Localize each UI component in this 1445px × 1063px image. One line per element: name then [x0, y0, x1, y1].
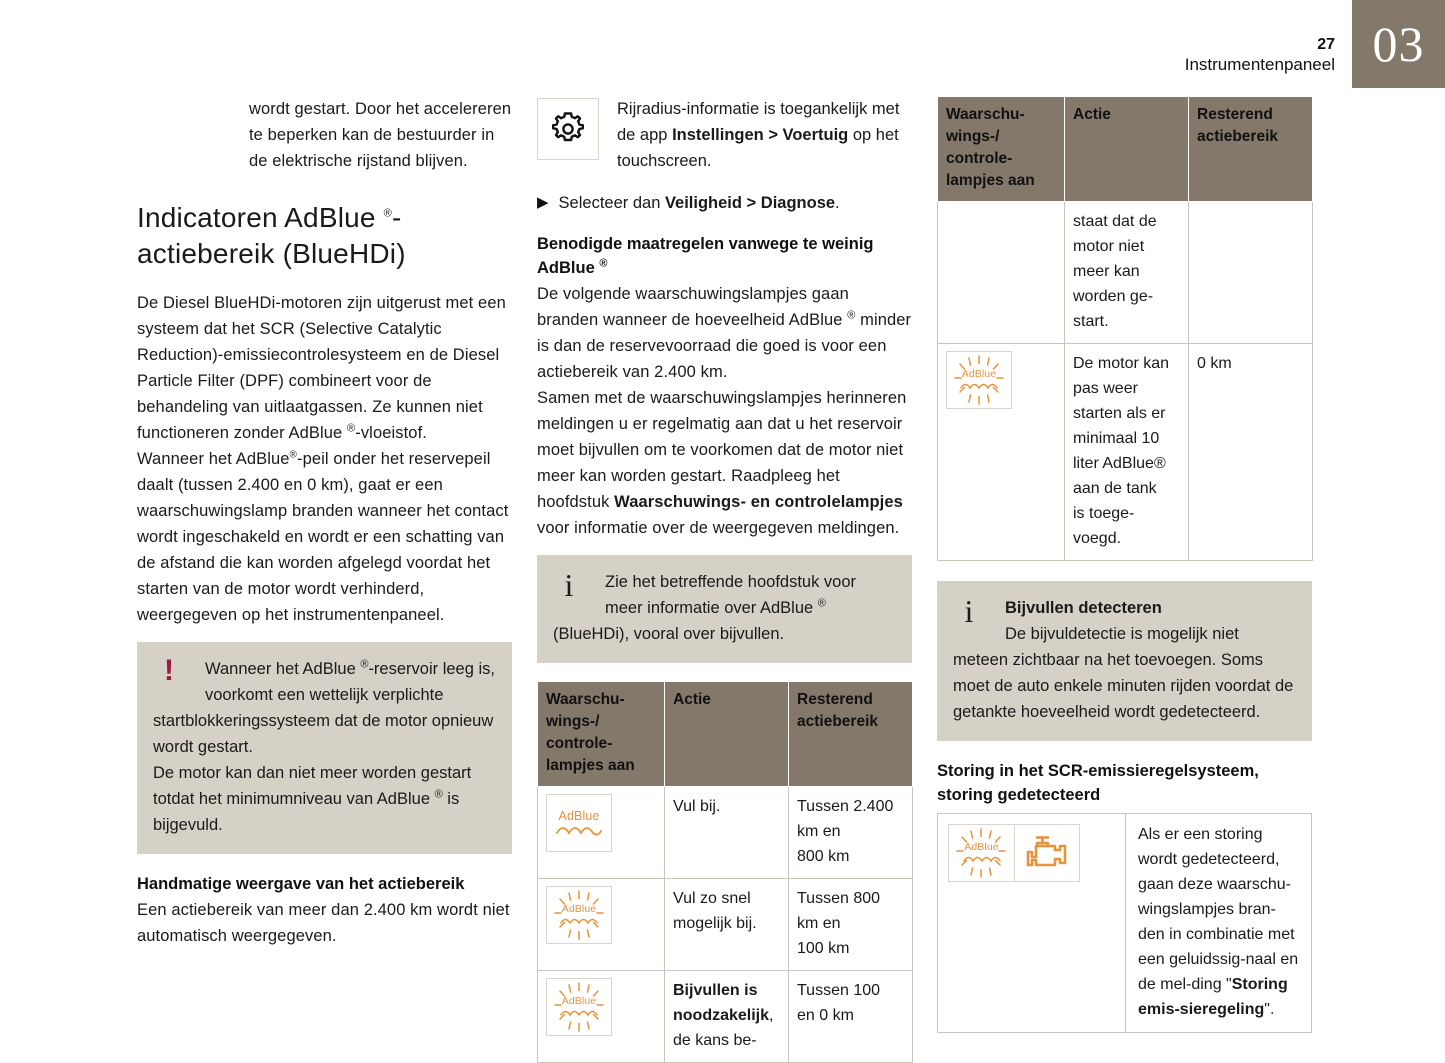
action-line-4: worden ge- — [1073, 288, 1154, 305]
info-icon: i — [964, 593, 974, 629]
page-number: 27 — [1317, 36, 1335, 53]
action-line-2: pas weer — [1073, 380, 1138, 397]
action-line-3: starten als er — [1073, 405, 1166, 422]
range-line-3: 800 km — [797, 848, 850, 865]
info-note-text-middle — [553, 569, 896, 647]
hdr-line-3: controle- — [946, 150, 1013, 167]
action-line-3: meer kan — [1073, 263, 1140, 280]
action-line-1: staat dat de — [1073, 213, 1157, 230]
adblue-icon-label: AdBlue — [964, 841, 999, 853]
range-line-3: 100 km — [797, 940, 850, 957]
gear-note-text: Rijradius-informatie is toegankelijk met de app Instellingen > Voertuig op het touchscreen. — [617, 100, 900, 170]
hdr-line-1: Waarschu- — [946, 106, 1025, 123]
cell-range — [789, 879, 913, 971]
table-row — [538, 879, 913, 971]
left-column — [137, 96, 512, 949]
adblue-warning-table-continued — [937, 96, 1313, 561]
cell-action-bold: Bijvullen is noodzakelijk — [673, 982, 770, 1024]
arrow-instruction-text: Selecteer dan Veiligheid > Diagnose. — [558, 194, 840, 212]
hdr-line-2: wings-/ — [946, 128, 1000, 145]
action-line-5: liter AdBlue® — [1073, 455, 1166, 472]
range-line-2: km en — [797, 823, 841, 840]
middle-column — [537, 96, 912, 1063]
left-paragraph-3: Een actiebereik van meer dan 2.400 km wordt niet automatisch weergegeven. — [137, 901, 510, 945]
cell-icon — [538, 879, 665, 971]
cell-range — [789, 787, 913, 879]
middle-sub-heading-line-1: Benodigde maatregelen vanwege te weinig — [537, 235, 874, 253]
range-line-1: Tussen 100 — [797, 982, 881, 999]
adblue-icon-label: AdBlue — [961, 368, 997, 380]
fault-detection-box — [937, 813, 1312, 1033]
header-text-group — [1185, 36, 1335, 76]
info-note-box-right — [937, 581, 1312, 741]
range-line-2: en 0 km — [797, 1007, 854, 1024]
adblue-icon-label: AdBlue — [561, 903, 597, 915]
page-header — [0, 0, 1445, 88]
cell-range-empty — [1189, 202, 1313, 344]
table-row — [938, 202, 1313, 344]
cell-icon — [938, 344, 1065, 561]
info-note-continuation-right: meteen zichtbaar na het toevoegen. Soms moet de auto enkele minuten rijden voordat de getankte hoeveelheid wordt gedetecteerd. — [953, 651, 1294, 721]
left-paragraph-2: Wanneer het AdBlue®-peil onder het reservepeil daalt (tussen 2.400 en 0 km), gaat er een waarschuwingslamp branden wanneer het contact wordt ingeschakeld en wordt er een schatting van de afstand die kan worden afgelegd voordat het starten van de motor wordt verhinderd, weergegeven op het instrumentenpaneel. — [137, 449, 509, 624]
table-row — [938, 344, 1313, 561]
table-header-row — [538, 682, 913, 787]
hdr-line-2: wings-/ — [546, 713, 600, 730]
hdr-range-line-1: Resterend — [797, 691, 873, 708]
warning-note-continuation: startblokkeringssysteem dat de motor opnieuw wordt gestart. — [153, 712, 494, 756]
cell-action — [1065, 344, 1189, 561]
adblue-steady-icon — [546, 794, 612, 852]
page-title — [137, 200, 512, 272]
hdr-range-line-1: Resterend — [1197, 106, 1273, 123]
info-note-title-right — [953, 595, 1296, 621]
range-line-2: km en — [797, 915, 841, 932]
cell-action-rest: , de kans be- — [673, 1007, 774, 1049]
action-line-5: start. — [1073, 313, 1109, 330]
triangle-right-icon: ▶ — [537, 194, 549, 211]
hdr-line-4: lampjes aan — [546, 757, 635, 774]
middle-sub-heading-line-2: AdBlue ® — [537, 257, 608, 277]
settings-path-bold: Instellingen > Voertuig — [672, 126, 849, 144]
table-header-range — [789, 682, 913, 787]
fault-description: Als er een storing wordt gedetecteerd, gaan deze waarschu-wingslampjes bran-den in combinatie met een geluidssig-naal en de mel-ding "Storing emis-sieregeling". — [1138, 826, 1299, 1018]
table-header-range — [1189, 97, 1313, 202]
range-line-1: Tussen 2.400 — [797, 798, 894, 815]
info-note-title-text: Bijvullen detecteren — [1005, 599, 1162, 617]
cell-icon — [538, 787, 665, 879]
adblue-flashing-icon — [946, 351, 1012, 409]
continued-paragraph: wordt gestart. Door het accelereren te beperken kan de bestuurder in de elektrische rijstand blijven. — [249, 100, 512, 170]
cell-action: Vul zo snel mogelijk bij. — [665, 879, 789, 971]
section-title: Instrumentenpaneel — [1184, 55, 1335, 74]
right-column — [937, 96, 1312, 1033]
page-title-line-1: Indicatoren AdBlue ®- — [137, 202, 402, 233]
hdr-range-line-2: actiebereik — [797, 713, 878, 730]
adblue-icon-label: AdBlue — [558, 809, 600, 823]
chapter-number: 03 — [1372, 16, 1425, 72]
cell-icon-empty — [938, 202, 1065, 344]
hdr-line-1: Waarschu- — [546, 691, 625, 708]
hdr-line-4: lampjes aan — [946, 172, 1035, 189]
warning-note-part-2: De motor kan dan niet meer worden gestart totdat het minimumniveau van AdBlue ® is bijgevuld. — [153, 764, 472, 834]
range-line-1: Tussen 800 — [797, 890, 881, 907]
info-icon: i — [564, 567, 574, 603]
middle-paragraph-2: Samen met de waarschuwingslampjes herinneren meldingen u er regelmatig aan dat u het reservoir moet bijvullen om te voorkomen dat de motor niet meer kan worden gestart. Raadpleeg het hoofdstuk Waarschuwings- en controlelampjes voor informatie over de weergegeven meldingen. — [537, 389, 907, 537]
action-line-8: voegd. — [1073, 530, 1122, 547]
page-content — [0, 96, 1445, 1049]
table-header-lamps — [938, 97, 1065, 202]
cell-range — [789, 971, 913, 1063]
hdr-range-line-2: actiebereik — [1197, 128, 1278, 145]
right-sub-heading — [937, 759, 1312, 807]
info-note-intro-right: De bijvuldetectie is mogelijk niet — [1005, 625, 1239, 643]
arrow-instruction — [537, 190, 912, 216]
cell-range: 0 km — [1189, 344, 1313, 561]
warning-note-text — [153, 656, 496, 838]
hdr-line-3: controle- — [546, 735, 613, 752]
diagnose-path-bold: Veiligheid > Diagnose — [664, 194, 836, 212]
fault-message-bold: Storing emis-sieregeling — [1138, 976, 1288, 1018]
engine-fault-icon — [1014, 824, 1080, 882]
adblue-flashing-icon — [546, 978, 612, 1036]
table-row — [538, 971, 913, 1063]
warning-note-intro: Wanneer het AdBlue ®-reservoir leeg is, voorkomt een wettelijk verplichte — [205, 658, 495, 704]
right-sub-heading-line-1: Storing in het SCR-emissieregelsysteem, — [937, 762, 1259, 780]
action-line-2: motor niet — [1073, 238, 1145, 255]
middle-sub-heading — [537, 232, 912, 280]
right-sub-heading-line-2: storing gedetecteerd — [937, 786, 1101, 804]
exclamation-icon: ! — [164, 654, 174, 687]
table-header-row — [938, 97, 1313, 202]
adblue-icon-label: AdBlue — [561, 995, 597, 1007]
cell-action: Vul bij. — [665, 787, 789, 879]
cell-action — [1065, 202, 1189, 344]
table-row — [538, 787, 913, 879]
adblue-flashing-icon — [546, 886, 612, 944]
gear-note — [537, 96, 912, 174]
fault-icon-row — [948, 824, 1115, 882]
table-header-action: Actie — [1065, 97, 1189, 202]
page-title-line-2: actiebereik (BlueHDi) — [137, 238, 406, 269]
fault-icon-group — [938, 814, 1126, 1032]
left-paragraph-1: De Diesel BlueHDi-motoren zijn uitgerust met een systeem dat het SCR (Selective Catalytic Reduction)-emissiecontrolesysteem en de Diesel Particle Filter (DPF) combineert voor de behandeling van uitlaatgassen. Ze kunnen niet functioneren zonder AdBlue ®-vloeistof. — [137, 294, 506, 442]
info-note-intro-middle: Zie het betreffende hoofdstuk voor meer informatie over AdBlue ® — [605, 573, 857, 617]
chapter-ref-bold: Waarschuwings- en controlelampjes — [614, 493, 903, 511]
warning-note-box — [137, 642, 512, 854]
adblue-flashing-icon — [948, 824, 1014, 882]
chapter-tab — [1352, 0, 1445, 88]
info-note-text-right — [953, 595, 1296, 725]
info-note-continuation-middle: (BlueHDi), vooral over bijvullen. — [553, 625, 785, 643]
table-header-lamps — [538, 682, 665, 787]
middle-paragraph-1: De volgende waarschuwingslampjes gaan branden wanneer de hoeveelheid AdBlue ® minder is dan de reservevoorraad die goed is voor een actiebereik van 2.400 km. — [537, 285, 912, 381]
adblue-warning-table — [537, 681, 913, 1063]
left-sub-heading: Handmatige weergave van het actiebereik — [137, 875, 465, 893]
table-header-action: Actie — [665, 682, 789, 787]
action-line-1: De motor kan — [1073, 355, 1170, 372]
info-note-box-middle — [537, 555, 912, 663]
action-line-4: minimaal 10 — [1073, 430, 1160, 447]
gear-icon — [537, 98, 599, 160]
cell-icon — [538, 971, 665, 1063]
action-line-7: is toege- — [1073, 505, 1135, 522]
action-line-6: aan de tank — [1073, 480, 1157, 497]
cell-action — [665, 971, 789, 1063]
